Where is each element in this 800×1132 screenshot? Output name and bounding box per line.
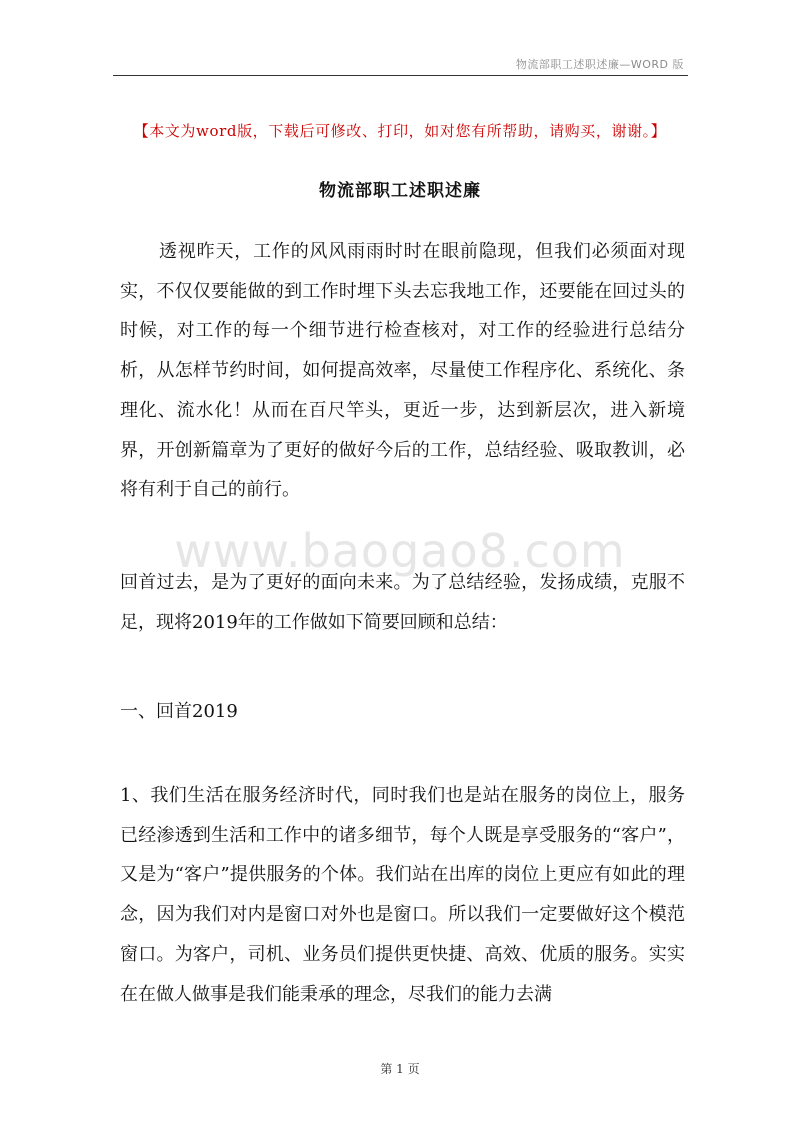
header-divider	[113, 75, 688, 76]
section-heading: 一、回首2019	[120, 701, 238, 722]
page-header-text: 物流部职工述职述廉—WORD 版	[515, 58, 684, 71]
document-title: 物流部职工述职述廉	[319, 181, 481, 201]
paragraph-review-intro: 回首过去，是为了更好的面向未来。为了总结经验，发扬成绩，克服不足，现将2019年的工作做如下简要回顾和总结：	[120, 572, 685, 633]
purchase-notice: 【本文为word版，下载后可修改、打印，如对您有所帮助，请购买，谢谢。】	[133, 122, 667, 140]
paragraph-item-1: 1、我们生活在服务经济时代，同时我们也是站在服务的岗位上，服务已经渗透到生活和工作中的诸多细节，每个人既是享受服务的“客户”，又是为“客户”提供服务的个体。我们站在出库的岗位上更应有如此的理念，因为我们对内是窗口对外也是窗口。所以我们一定要做好这个模范窗口。为客户，司机、业务员们提供更快捷、高效、优质的服务。实实在在做人做事是我们能秉承的理念，尽我们的能力去满	[120, 785, 685, 1005]
paragraph-intro: 透视昨天，工作的风风雨雨时时在眼前隐现，但我们必须面对现实，不仅仅要能做的到工作时埋下头去忘我地工作，还要能在回过头的时候，对工作的每一个细节进行检查核对，对工作的经验进行总结分析，从怎样节约时间，如何提高效率，尽量使工作程序化、系统化、条理化、流水化！从而在百尺竿头，更近一步，达到新层次，进入新境界，开创新篇章为了更好的做好今后的工作，总结经验、吸取教训，必将有利于自己的前行。	[120, 241, 685, 501]
watermark-text: www.baogao8.com	[174, 524, 626, 578]
page-number: 第 1 页	[380, 1062, 420, 1076]
